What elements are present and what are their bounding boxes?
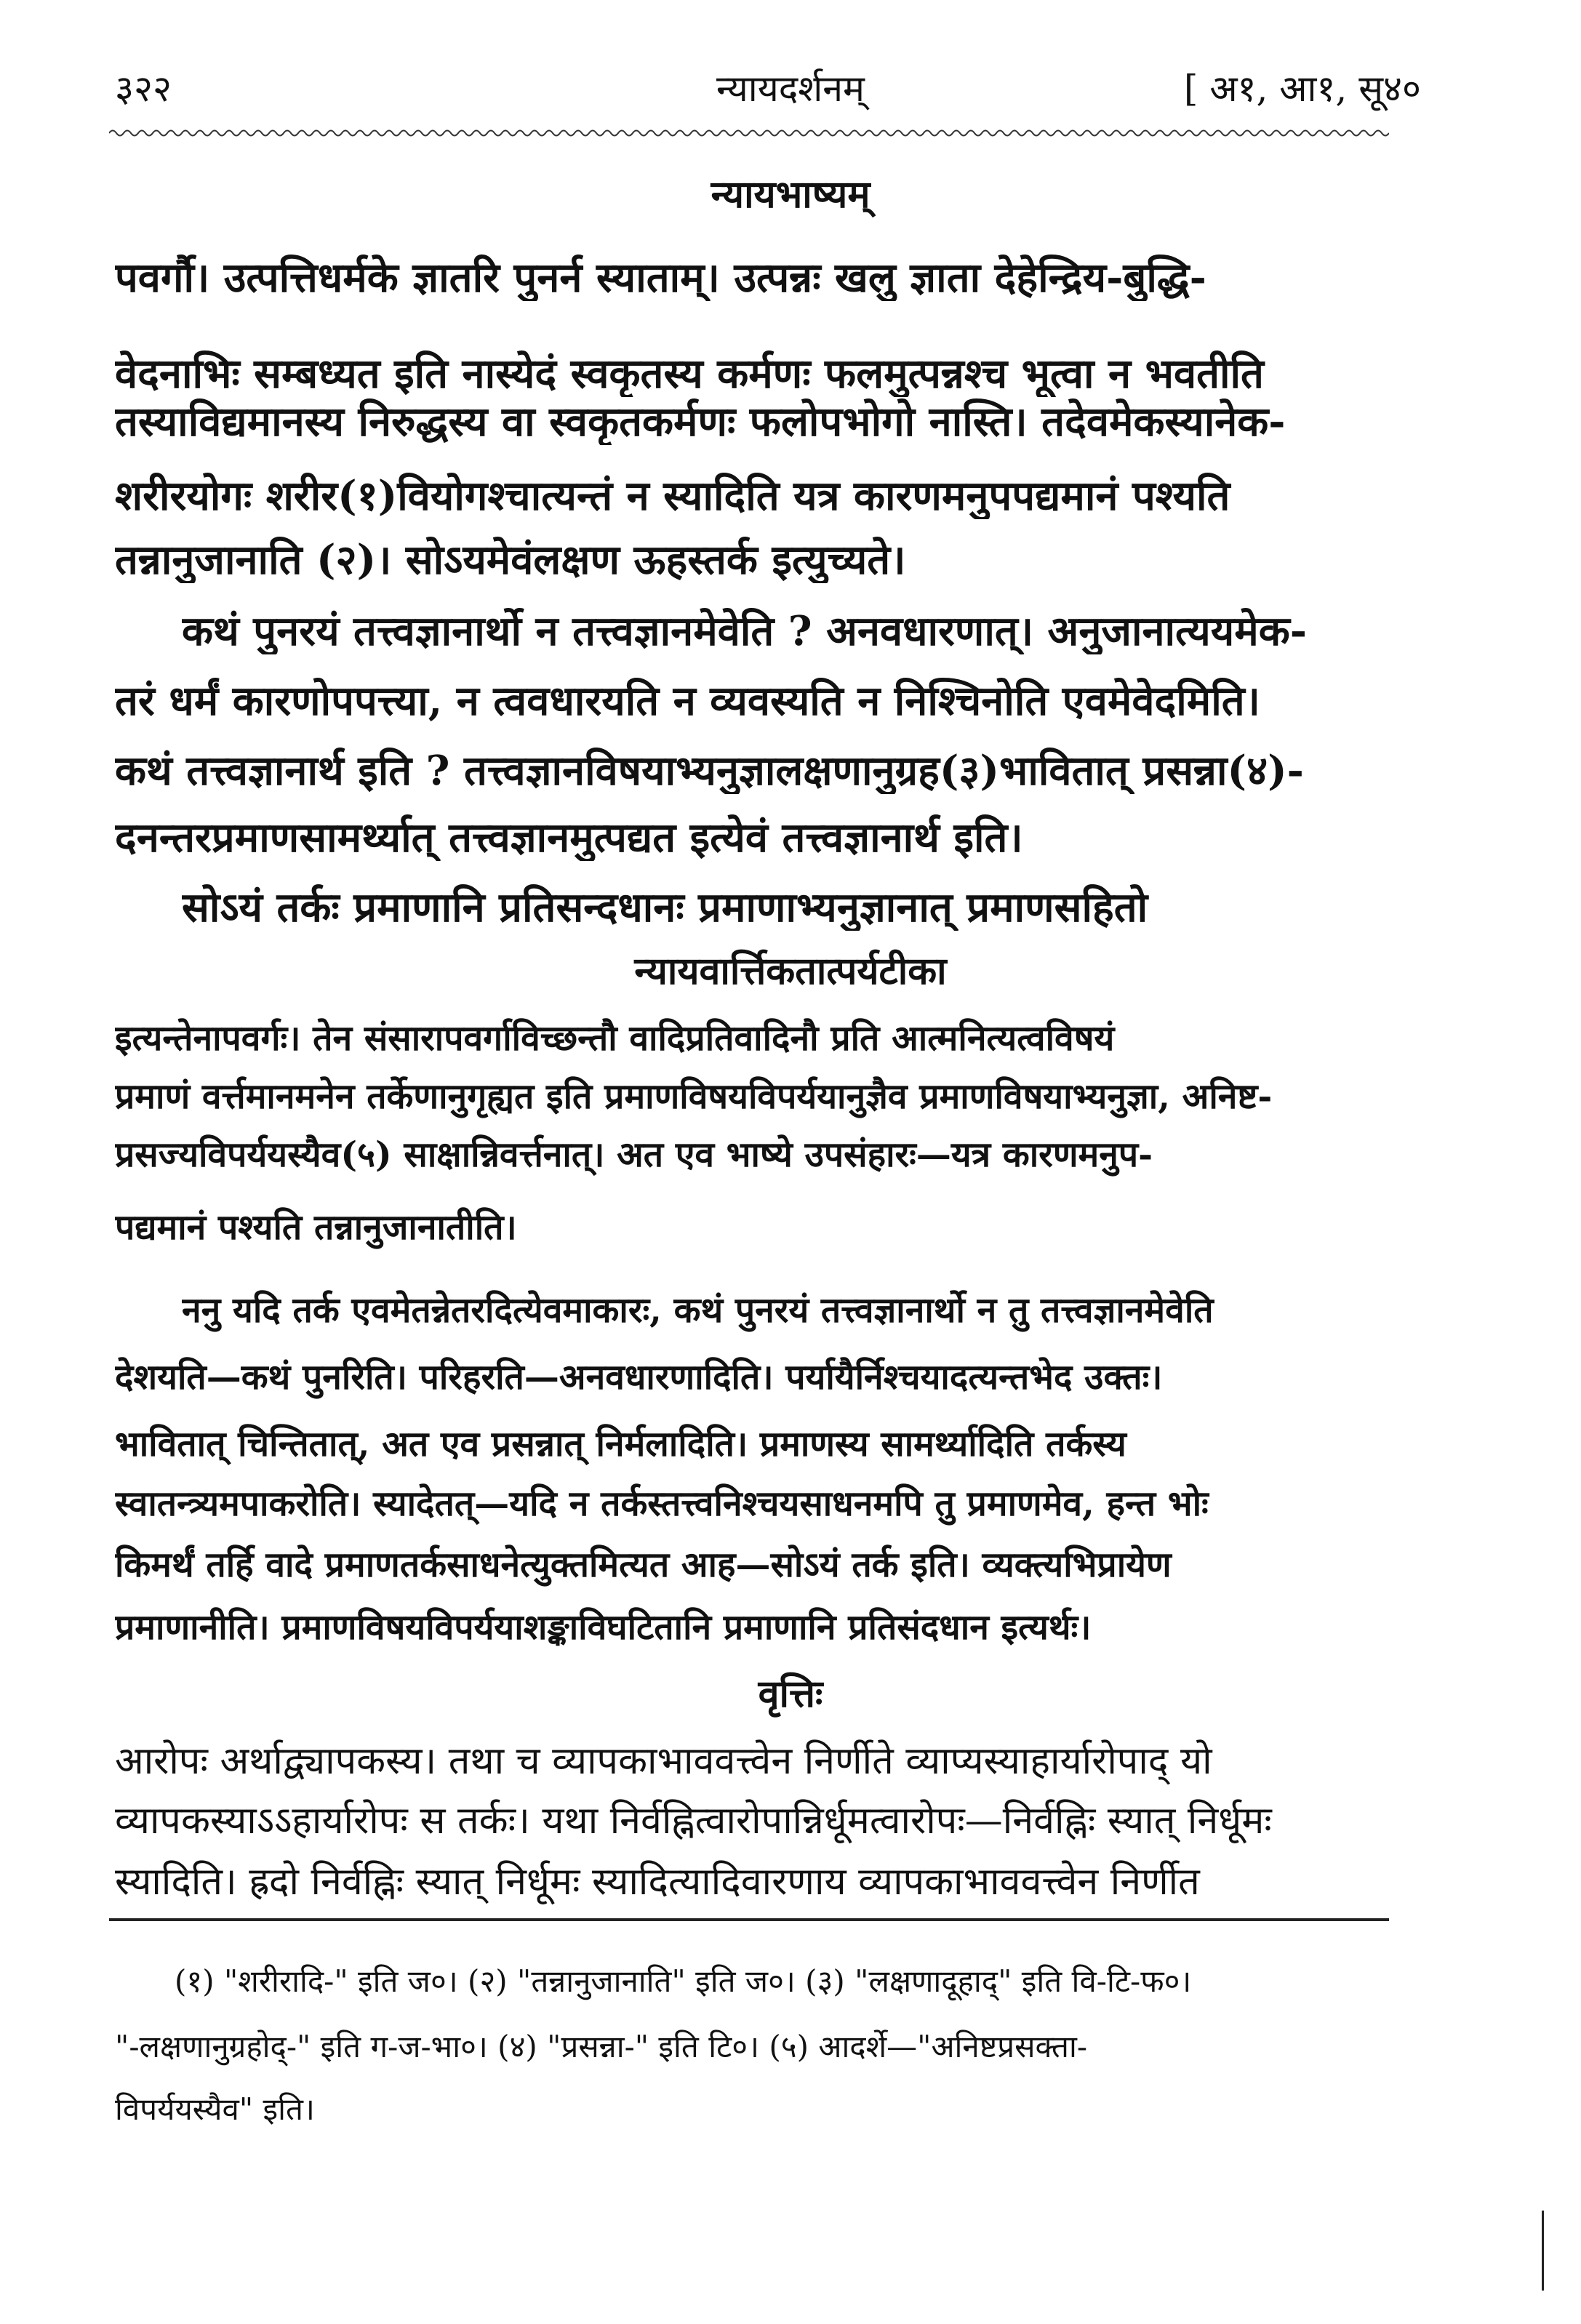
section-title-bhashya: न्यायभाष्यम् bbox=[711, 172, 870, 217]
section-title-vritti: वृत्तिः bbox=[758, 1672, 823, 1716]
tika-line: ननु यदि तर्क एवमेतन्नेतरदित्येवमाकारः, कथं पुनरयं तत्त्वज्ञानार्थो न तु तत्त्वज्ञानमेवेति bbox=[182, 1290, 1214, 1331]
bhashya-line: तन्नानुजानाति (२)। सोऽयमेवंलक्षण ऊहस्तर्क इत्युच्यते। bbox=[115, 537, 906, 583]
footnote-rule bbox=[109, 1918, 1389, 1921]
tika-line: इत्यन्तेनापवर्गः। तेन संसारापवर्गाविच्छन्तौ वादिप्रतिवादिनौ प्रति आत्मनित्यत्वविषयं bbox=[115, 1018, 1115, 1059]
bhashya-line: पवर्गौ। उत्पत्तिधर्मके ज्ञातरि पुनर्न स्याताम्। उत्पन्नः खलु ज्ञाता देहेन्द्रिय-बुद्धि- bbox=[115, 255, 1206, 301]
footnote-line: (१) "शरीरादि-" इति ज०। (२) "तन्नानुजानाति" इति ज०। (३) "लक्षणादूहाद्" इति वि-टि-फ०। bbox=[175, 1963, 1192, 1999]
tika-line: देशयति—कथं पुनरिति। परिहरति—अनवधारणादिति। पर्यायैर्निश्चयादत्यन्तभेद उक्तः। bbox=[115, 1357, 1163, 1398]
footnote-line: "-लक्षणानुग्रहोद्-" इति ग-ज-भा०। (४) "प्रसन्ना-" इति टि०। (५) आदर्शे—"अनिष्टप्रसक्ता- bbox=[115, 2029, 1088, 2064]
tika-line: प्रमाणं वर्त्तमानमनेन तर्केणानुगृह्यत इति प्रमाणविषयविपर्ययानुज्ञैव प्रमाणविषयाभ्यनुज्ञा, अनिष्ट- bbox=[115, 1076, 1273, 1117]
tika-line: स्वातन्त्र्यमपाकरोति। स्यादेतत्—यदि न तर्कस्तत्त्वनिश्चयसाधनमपि तु प्रमाणमेव, हन्त भोः bbox=[115, 1483, 1209, 1524]
bhashya-line: कथं तत्त्वज्ञानार्थ इति ? तत्त्वज्ञानविषयाभ्यनुज्ञालक्षणानुग्रह(३)भावितात् प्रसन्ना(४)- bbox=[115, 748, 1304, 794]
header-wavy-rule bbox=[109, 128, 1389, 138]
chapter-reference: [ अ१, आ१, सू४० bbox=[1183, 68, 1421, 110]
tika-line: प्रमाणानीति। प्रमाणविषयविपर्ययाशङ्काविघटितानि प्रमाणानि प्रतिसंदधान इत्यर्थः। bbox=[115, 1607, 1092, 1648]
tika-line: भावितात् चिन्तितात्, अत एव प्रसन्नात् निर्मलादिति। प्रमाणस्य सामर्थ्यादिति तर्कस्य bbox=[115, 1424, 1126, 1464]
section-title-tika: न्यायवार्त्तिकतात्पर्यटीका bbox=[634, 949, 947, 993]
tika-line: प्रसज्यविपर्ययस्यैव(५) साक्षान्निवर्त्तनात्। अत एव भाष्ये उपसंहारः—यत्र कारणमनुप- bbox=[115, 1134, 1153, 1175]
tika-line: किमर्थं तर्हि वादे प्रमाणतर्कसाधनेत्युक्तमित्यत आह—सोऽयं तर्क इति। व्यक्त्यभिप्रायेण bbox=[115, 1544, 1172, 1585]
running-title: न्यायदर्शनम् bbox=[716, 68, 865, 110]
bhashya-line: तस्याविद्यमानस्य निरुद्धस्य वा स्वकृतकर्मणः फलोपभोगो नास्ति। तदेवमेकस्यानेक- bbox=[115, 398, 1286, 445]
vritti-line: व्यापकस्याऽऽहार्यारोपः स तर्कः। यथा निर्वह्नित्वारोपान्निर्धूमत्वारोपः—निर्वह्निः स्यात् निर्धूमः bbox=[115, 1799, 1272, 1843]
bhashya-line: शरीरयोगः शरीर(१)वियोगश्चात्यन्तं न स्यादिति यत्र कारणमनुपपद्यमानं पश्यति bbox=[115, 473, 1230, 519]
bhashya-line: सोऽयं तर्कः प्रमाणानि प्रतिसन्दधानः प्रमाणाभ्यनुज्ञानात् प्रमाणसहितो bbox=[182, 884, 1148, 931]
page-number: ३२२ bbox=[115, 68, 172, 110]
bhashya-line: कथं पुनरयं तत्त्वज्ञानार्थो न तत्त्वज्ञानमेवेति ? अनवधारणात्। अनुजानात्ययमेक- bbox=[182, 608, 1307, 654]
bhashya-line: वेदनाभिः सम्बध्यत इति नास्येदं स्वकृतस्य कर्मणः फलमुत्पन्नश्च भूत्वा न भवतीति bbox=[115, 350, 1264, 397]
bhashya-line: दनन्तरप्रमाणसामर्थ्यात् तत्त्वज्ञानमुत्पद्यत इत्येवं तत्त्वज्ञानार्थ इति। bbox=[115, 814, 1023, 861]
footnote-line: विपर्ययस्यैव" इति। bbox=[115, 2091, 315, 2127]
tika-line: पद्यमानं पश्यति तन्नानुजानातीति। bbox=[115, 1207, 517, 1248]
bhashya-line: तरं धर्मं कारणोपपत्त्या, न त्ववधारयति न व्यवस्यति न निश्चिनोति एवमेवेदमिति। bbox=[115, 678, 1260, 724]
page-edge-mark bbox=[1542, 2211, 1544, 2291]
vritti-line: आरोपः अर्थाद्व्यापकस्य। तथा च व्यापकाभाववत्त्वेन निर्णीते व्याप्यस्याहार्यारोपाद् यो bbox=[115, 1739, 1212, 1783]
vritti-line: स्यादिति। ह्रदो निर्वह्निः स्यात् निर्धूमः स्यादित्यादिवारणाय व्यापकाभाववत्त्वेन निर्णीत bbox=[115, 1860, 1200, 1904]
